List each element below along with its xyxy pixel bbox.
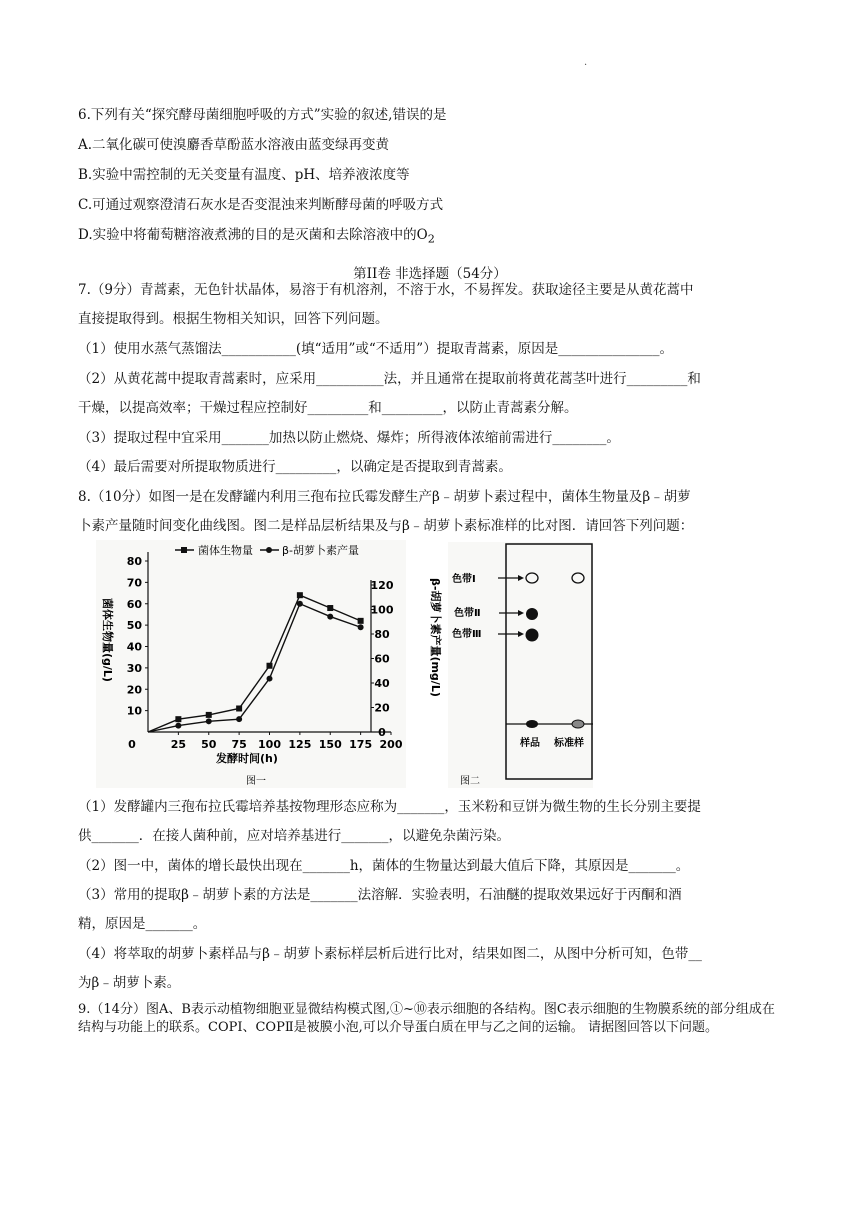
x-tick-label: 0 [128,738,136,751]
q6-option-d-sub: 2 [427,232,435,246]
q6-stem: 6.下列有关“探究酵母菌细胞呼吸的方式”实验的叙述,错误的是 [78,107,447,123]
left-tick-label: 30 [126,661,142,675]
figure-2-caption: 图二 [460,776,480,787]
column-label-standard: 标准样 [554,738,584,749]
legend-circle-marker [266,547,272,553]
q8-part-4-cont: 为β﹣胡萝卜素。 [78,975,181,991]
figure-1-chart [96,540,442,788]
right-tick-label: 100 [370,603,394,617]
column-label-sample: 样品 [520,738,540,749]
standard-origin-spot [572,720,584,728]
left-tick-label: 80 [126,555,142,568]
data-point-circle [267,676,273,682]
sample-origin-spot [526,720,538,728]
section-title: 第II卷 非选择题（54分） [353,266,507,282]
x-tick-label: 175 [349,738,373,751]
q8-part-4: （4）将萃取的胡萝卜素样品与β﹣胡萝卜素标样层析后进行比对，结果如图二，从图中分析可知，色带__ [78,946,702,962]
page-mark: · [584,60,588,71]
q8-part-3: （3）常用的提取β﹣胡萝卜素的方法是_______法溶解．实验表明，石油醚的提取效果远好于丙酮和酒 [78,887,682,903]
x-axis-label: 发酵时间(h) [216,752,278,765]
data-point-square [327,605,333,611]
left-y-axis-label: 菌体生物量(g/L) [101,598,114,682]
data-point-circle [206,718,212,724]
left-tick-label: 50 [126,619,142,633]
x-tick-label: 125 [288,738,312,751]
q8-part-1: （1）发酵罐内三孢布拉氏霉培养基按物理形态应称为_______，玉米粉和豆饼为微生物的生长分别主要提 [78,799,701,815]
right-tick-label: 60 [374,652,390,666]
data-point-circle [297,601,303,607]
data-point-square [267,663,273,669]
data-point-square [358,618,364,624]
q7-part-3: （3）提取过程中宜采用_______加热以防止燃烧、爆炸；所得液体浓缩前需进行________。 [78,430,620,446]
q8-line-1: 8.（10分）如图一是在发酵罐内利用三孢布拉氏霉发酵生产β﹣胡萝卜素过程中，菌体生物量及β﹣胡萝 [78,489,691,505]
q7-part-4: （4）最后需要对所提取物质进行_________，以确定是否提取到青蒿素。 [78,459,512,475]
band-label-2: 色带Ⅱ [454,608,481,619]
right-tick-label: 120 [370,579,394,592]
q7-part-1: （1）使用水蒸气蒸馏法___________(填“适用”或“不适用”）提取青蒿素，原因是_______________。 [78,341,673,357]
figure-1-caption: 图一 [246,776,266,787]
right-tick-label: 20 [374,701,390,715]
band-label-3: 色带Ⅲ [452,629,482,640]
right-tick-label: 80 [374,628,390,641]
legend-series-1: 菌体生物量 [198,544,253,557]
legend-series-2: β-胡萝卜素产量 [282,544,359,557]
q7-part-2-cont: 干燥，以提高效率；干燥过程应控制好_________和_________，以防止青蒿素分解。 [78,400,578,416]
data-point-square [175,716,181,722]
q9-stem: 9.（14分）图A、B表示动植物细胞亚显微结构模式图,①~⑩表示细胞的各结构。图C表示细胞的生物膜系统的部分组成在结构与功能上的联系。COPⅠ、COPⅡ是被膜小泡,可以介导蛋白质在甲与乙之间的运输。 请据图回答以下问题。 [78,1002,775,1035]
q7-part-2: （2）从黄花蒿中提取青蒿素时，应采用__________法，并且通常在提取前将黄花蒿茎叶进行_________和 [78,371,701,387]
q7-line-2: 直接提取得到。根据生物相关知识，回答下列问题。 [78,311,389,327]
data-point-circle [175,723,181,729]
data-point-circle [327,614,333,620]
q6-option-d [78,226,435,249]
data-point-square [206,712,212,718]
figure-2-diagram [448,542,593,788]
data-point-circle [236,716,242,722]
x-tick-label: 75 [231,738,247,751]
q6-option-d-text: D.实验中将葡萄糖溶液煮沸的目的是灭菌和去除溶液中的O [78,227,428,243]
right-tick-label: 40 [374,677,390,690]
right-tick-label: 0 [378,726,386,739]
q6-option-a: A.二氧化碳可使溴麝香草酚蓝水溶液由蓝变绿再变黄 [78,137,390,153]
left-tick-label: 10 [126,704,142,718]
q8-part-2: （2）图一中，菌体的增长最快出现在_______h，菌体的生物量达到最大值后下降，其原因是_______。 [78,858,690,874]
data-point-square [236,705,242,711]
left-tick-label: 40 [126,640,142,654]
left-tick-label: 20 [126,683,142,697]
q8-part-3-cont: 精，原因是_______。 [78,916,207,932]
left-tick-label: 70 [126,576,142,590]
x-tick-label: 25 [170,738,187,751]
data-point-square [297,592,303,598]
left-tick-label: 60 [126,597,142,611]
x-tick-label: 50 [201,738,217,751]
data-point-circle [358,624,364,630]
q7-line-1: 7.（9分）青蒿素，无色针状晶体，易溶于有机溶剂，不溶于水，不易挥发。获取途径主要是从黄花蒿中 [78,282,694,298]
q8-part-1-cont: 供_______．在接人菌种前，应对培养基进行_______，以避免杂菌污染。 [78,828,510,844]
band-label-1: 色带Ⅰ [452,574,476,585]
right-y-axis-label: β-胡萝卜素产量(mg/L) [429,578,442,697]
q8-line-2: 卜素产量随时间变化曲线图。图二是样品层析结果及与β﹣胡萝卜素标准样的比对图．请回答下列问题： [78,518,694,534]
sample-band-2 [526,608,538,620]
x-tick-label: 100 [258,738,281,751]
legend-square-marker [181,547,187,553]
x-tick-label: 150 [318,738,342,751]
q6-option-b: B.实验中需控制的无关变量有温度、pH、培养液浓度等 [78,167,410,183]
sample-band-3 [526,629,539,642]
x-tick-label: 200 [379,738,403,751]
q6-option-c: C.可通过观察澄清石灰水是否变混浊来判断酵母菌的呼吸方式 [78,197,444,213]
